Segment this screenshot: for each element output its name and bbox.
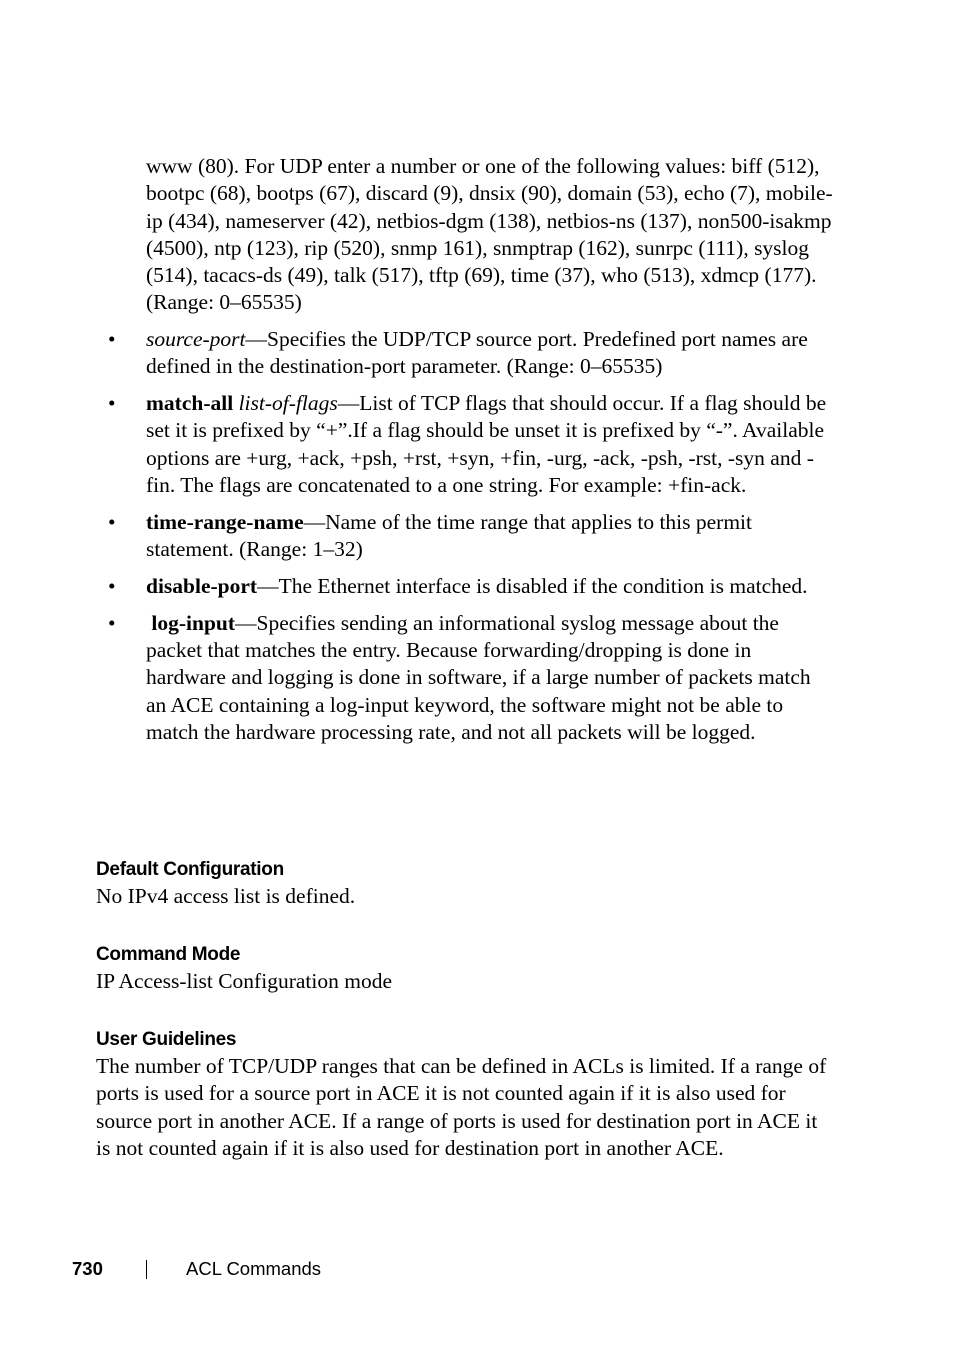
footer-divider (146, 1260, 147, 1279)
term-description: —List of TCP flags that should occur. If a flag should be set it is prefixed by “+”.If a flag should be unset it is prefixed by “-”. Available options are +urg, +ack, +psh, +rst, +syn, +fin, -urg, -ack, -psh, -rst, -syn and -fin. The flags are concatenated to a one string. For example: +fin-ack. (146, 391, 827, 497)
term-bold: log-input (146, 610, 236, 635)
continuation-paragraph: www (80). For UDP enter a number or one of the following values: biff (512), bootpc (68), bootps (67), discard (9), dnsix (90), domain (53), echo (7), mobile-ip (434), nameserver (42), netbios-dgm (138), netbios-ns (137), non500-isakmp (4500), ntp (123), rip (520), snmp 161), snmptrap (162), sunrpc (111), syslog (514), tacacs-ds (49), talk (517), tftp (69), time (37), who (513), xdmcp (177). (Range: 0–65535) (146, 154, 833, 315)
term-description: —Name of the time range that applies to this permit statement. (Range: 1–32) (146, 509, 753, 562)
parameter-list (0, 326, 954, 756)
section-heading: Command Mode (96, 944, 241, 965)
section-body: The number of TCP/UDP ranges that can be defined in ACLs is limited. If a range of ports is used for a source port in ACE it is not counted again if it is also used for source port in another ACE. If a range of ports is used for destination port in ACE it is not counted again if it is also used for destination port in another ACE. (96, 1054, 827, 1160)
page-number: 730 (72, 1258, 103, 1279)
term-description: —Specifies sending an informational syslog message about the packet that matches the entry. Because forwarding/dropping is done in hardware and logging is done in software, if a large number of packets match an ACE containing a log-input keyword, the software might not be able to match the hardware processing rate, and not all packets will be logged. (146, 610, 811, 744)
bullet-icon: • (108, 610, 116, 635)
term-italic: source-port (146, 327, 246, 351)
list-item-source-port (0, 326, 836, 381)
bullet-icon: • (108, 573, 116, 598)
section-user-guidelines (96, 1027, 836, 1162)
term-bold: match-all (146, 391, 239, 416)
section-body: IP Access-list Configuration mode (96, 969, 392, 993)
list-item-disable-port (0, 573, 836, 600)
bullet-icon: • (108, 327, 116, 351)
section-heading: User Guidelines (96, 1029, 237, 1050)
chapter-title: ACL Commands (186, 1258, 322, 1279)
term-description: —Specifies the UDP/TCP source port. Predefined port names are defined in the destination-port parameter. (Range: 0–65535) (146, 327, 808, 379)
term-italic: list-of-flags (238, 391, 338, 416)
section-body: No IPv4 access list is defined. (96, 884, 356, 908)
list-item-match-all (0, 390, 836, 499)
page-footer (0, 1255, 954, 1283)
list-item-log-input (0, 610, 836, 746)
section-heading: Default Configuration (96, 859, 284, 880)
bullet-icon: • (108, 391, 116, 416)
section-default-configuration (96, 857, 836, 910)
bullet-icon: • (108, 509, 116, 534)
term-bold: disable-port (146, 573, 258, 598)
list-item-time-range-name (0, 509, 836, 564)
term-description: —The Ethernet interface is disabled if the condition is matched. (257, 573, 808, 598)
section-command-mode (96, 942, 836, 995)
term-bold: time-range-name (146, 509, 304, 534)
